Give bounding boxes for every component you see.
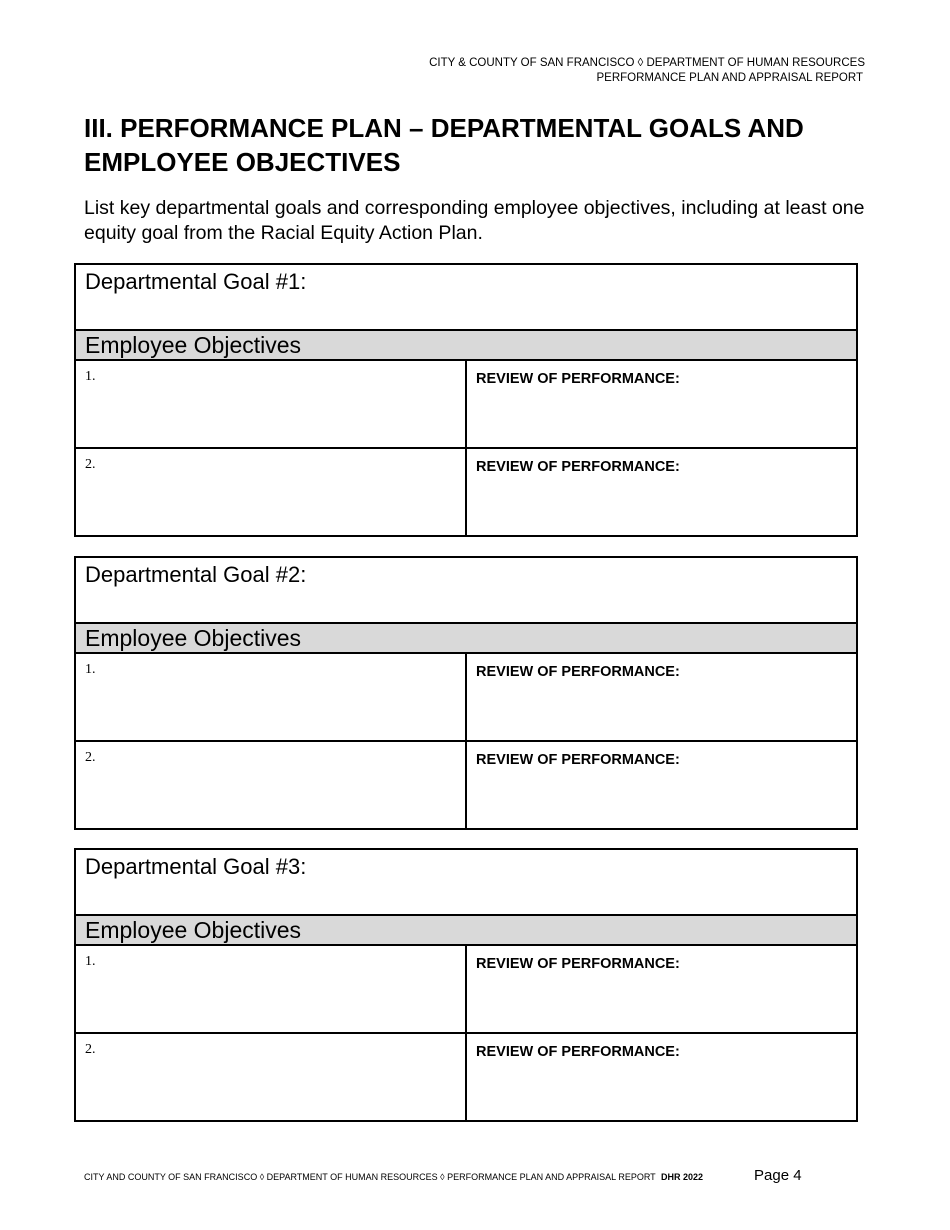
objective-field-2-1[interactable] (75, 653, 466, 741)
goal-field-2[interactable] (75, 557, 857, 623)
review-label: REVIEW OF PERFORMANCE: (476, 459, 680, 475)
objectives-header: Employee Objectives (75, 330, 857, 360)
header-line-2: PERFORMANCE PLAN AND APPRAISAL REPORT (596, 72, 863, 84)
objective-number: 1. (85, 369, 96, 384)
page-header (429, 56, 865, 86)
goal-field-1[interactable] (75, 264, 857, 330)
objective-field-2-2[interactable] (75, 741, 466, 829)
objective-field-1-2[interactable] (75, 448, 466, 536)
goal-label: Departmental Goal #3: (85, 854, 307, 879)
objectives-header: Employee Objectives (75, 623, 857, 653)
objective-field-1-1[interactable] (75, 360, 466, 448)
objective-field-3-2[interactable] (75, 1033, 466, 1121)
objective-number: 1. (85, 662, 96, 677)
review-field-3-2[interactable] (466, 1033, 857, 1121)
goal-table-3 (74, 848, 858, 1122)
page-footer (84, 1172, 703, 1182)
review-field-2-2[interactable] (466, 741, 857, 829)
review-field-2-1[interactable] (466, 653, 857, 741)
goal-table-1 (74, 263, 858, 537)
form-code: DHR 2022 (661, 1172, 704, 1182)
section-instructions: List key departmental goals and corresponding employee objectives, including at least one equity goal from the Racial Equity Action Plan. (84, 197, 865, 244)
objective-number: 2. (85, 1042, 96, 1057)
review-field-1-1[interactable] (466, 360, 857, 448)
review-label: REVIEW OF PERFORMANCE: (476, 664, 680, 680)
goal-field-3[interactable] (75, 849, 857, 915)
section-title: III. PERFORMANCE PLAN – DEPARTMENTAL GOALS AND EMPLOYEE OBJECTIVES (84, 113, 804, 177)
goal-label: Departmental Goal #2: (85, 562, 307, 587)
page-number: Page 4 (754, 1167, 802, 1184)
review-label: REVIEW OF PERFORMANCE: (476, 1044, 680, 1060)
objective-number: 2. (85, 457, 96, 472)
review-field-1-2[interactable] (466, 448, 857, 536)
review-label: REVIEW OF PERFORMANCE: (476, 956, 680, 972)
goal-label: Departmental Goal #1: (85, 269, 307, 294)
review-label: REVIEW OF PERFORMANCE: (476, 752, 680, 768)
footer-text: CITY AND COUNTY OF SAN FRANCISCO ◊ DEPARTMENT OF HUMAN RESOURCES ◊ PERFORMANCE PLAN AND APPRAISAL REPORT (84, 1172, 656, 1182)
objective-number: 2. (85, 750, 96, 765)
review-field-3-1[interactable] (466, 945, 857, 1033)
objective-number: 1. (85, 954, 96, 969)
objective-field-3-1[interactable] (75, 945, 466, 1033)
review-label: REVIEW OF PERFORMANCE: (476, 371, 680, 387)
goal-table-2 (74, 556, 858, 830)
header-line-1: CITY & COUNTY OF SAN FRANCISCO ◊ DEPARTMENT OF HUMAN RESOURCES (429, 57, 865, 69)
objectives-header: Employee Objectives (75, 915, 857, 945)
